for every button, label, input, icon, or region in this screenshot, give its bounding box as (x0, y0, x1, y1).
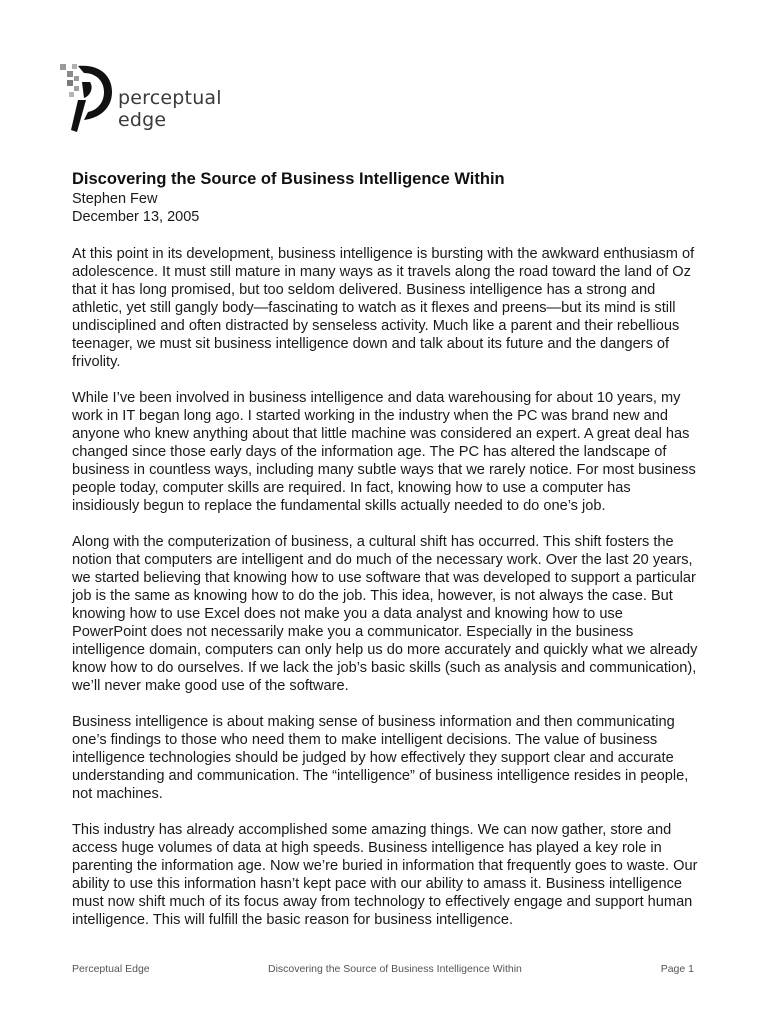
paragraph: This industry has already accomplished some amazing things. We can now gather, store and access huge volumes of data at high speeds. Business intelligence has played a key role in parenting the information age. Now we’re buried in information that frequently goes to waste. Our ability to use this information hasn’t kept pace with our ability to amass it. Business intelligence must now shift much of its focus away from technology to effectively engage and support human intelligence. This will fulfill the basic reason for business intelligence. (72, 822, 698, 928)
paragraph: At this point in its development, business intelligence is bursting with the awkward enthusiasm of adolescence. It must still mature in many ways as it travels along the road toward the land of Oz that it has long promised, but too seldom delivered. Business intelligence has a strong and athletic, yet still gangly body—fascinating to watch as it flexes and preens—but its mind is still undisciplined and often distracted by senseless activity. Much like a parent and their rebellious teenager, we must sit business intelligence down and talk about its future and the dangers of frivolity. (72, 246, 695, 370)
logo-line-2: edge (118, 109, 167, 131)
footer-title: Discovering the Source of Business Intelligence Within (268, 963, 522, 975)
logo-line-1: perceptual (118, 87, 222, 109)
logo-mark-icon (60, 62, 120, 134)
paragraph: Business intelligence is about making sense of business information and then communicating one’s findings to those who need them to make intelligent decisions. The value of business intelligence technologies should be judged by how effectively they support clear and accurate understanding and communication. The “intelligence” of business intelligence resides in people, not machines. (72, 714, 689, 802)
logo-wordmark (118, 87, 222, 131)
paragraph: While I’ve been involved in business intelligence and data warehousing for about 10 years, my work in IT began long ago. I started working in the industry when the PC was brand new and anyone who knew anything about that little machine was considered an expert. A great deal has changed since those early days of the information age. The PC has altered the landscape of business in countless ways, including many subtle ways that we rarely notice. For most business people today, computer skills are required. In fact, knowing how to use a computer has insidiously begun to replace the fundamental skills actually needed to do one’s job. (72, 390, 696, 514)
footer-publisher: Perceptual Edge (72, 963, 150, 975)
paragraph: Along with the computerization of business, a cultural shift has occurred. This shift fosters the notion that computers are intelligent and do much of the necessary work. Over the last 20 years, we started believing that knowing how to use software that was developed to support a particular job is the same as knowing how to do the job. This idea, however, is not always the case. But knowing how to use Excel does not make you a data analyst and knowing how to use PowerPoint does not necessarily make you a communicator. Especially in the business intelligence domain, computers can only help us do more accurately and quickly what we already know how to do ourselves. If we lack the job’s basic skills (such as analysis and communication), we’ll never make good use of the software. (72, 534, 698, 694)
footer-page-number: Page 1 (660, 963, 694, 975)
document-author: Stephen Few (72, 191, 158, 207)
document-body (72, 245, 698, 947)
document-title: Discovering the Source of Business Intelligence Within (72, 170, 505, 188)
perceptual-edge-logo (60, 62, 230, 134)
document-date: December 13, 2005 (72, 209, 200, 225)
